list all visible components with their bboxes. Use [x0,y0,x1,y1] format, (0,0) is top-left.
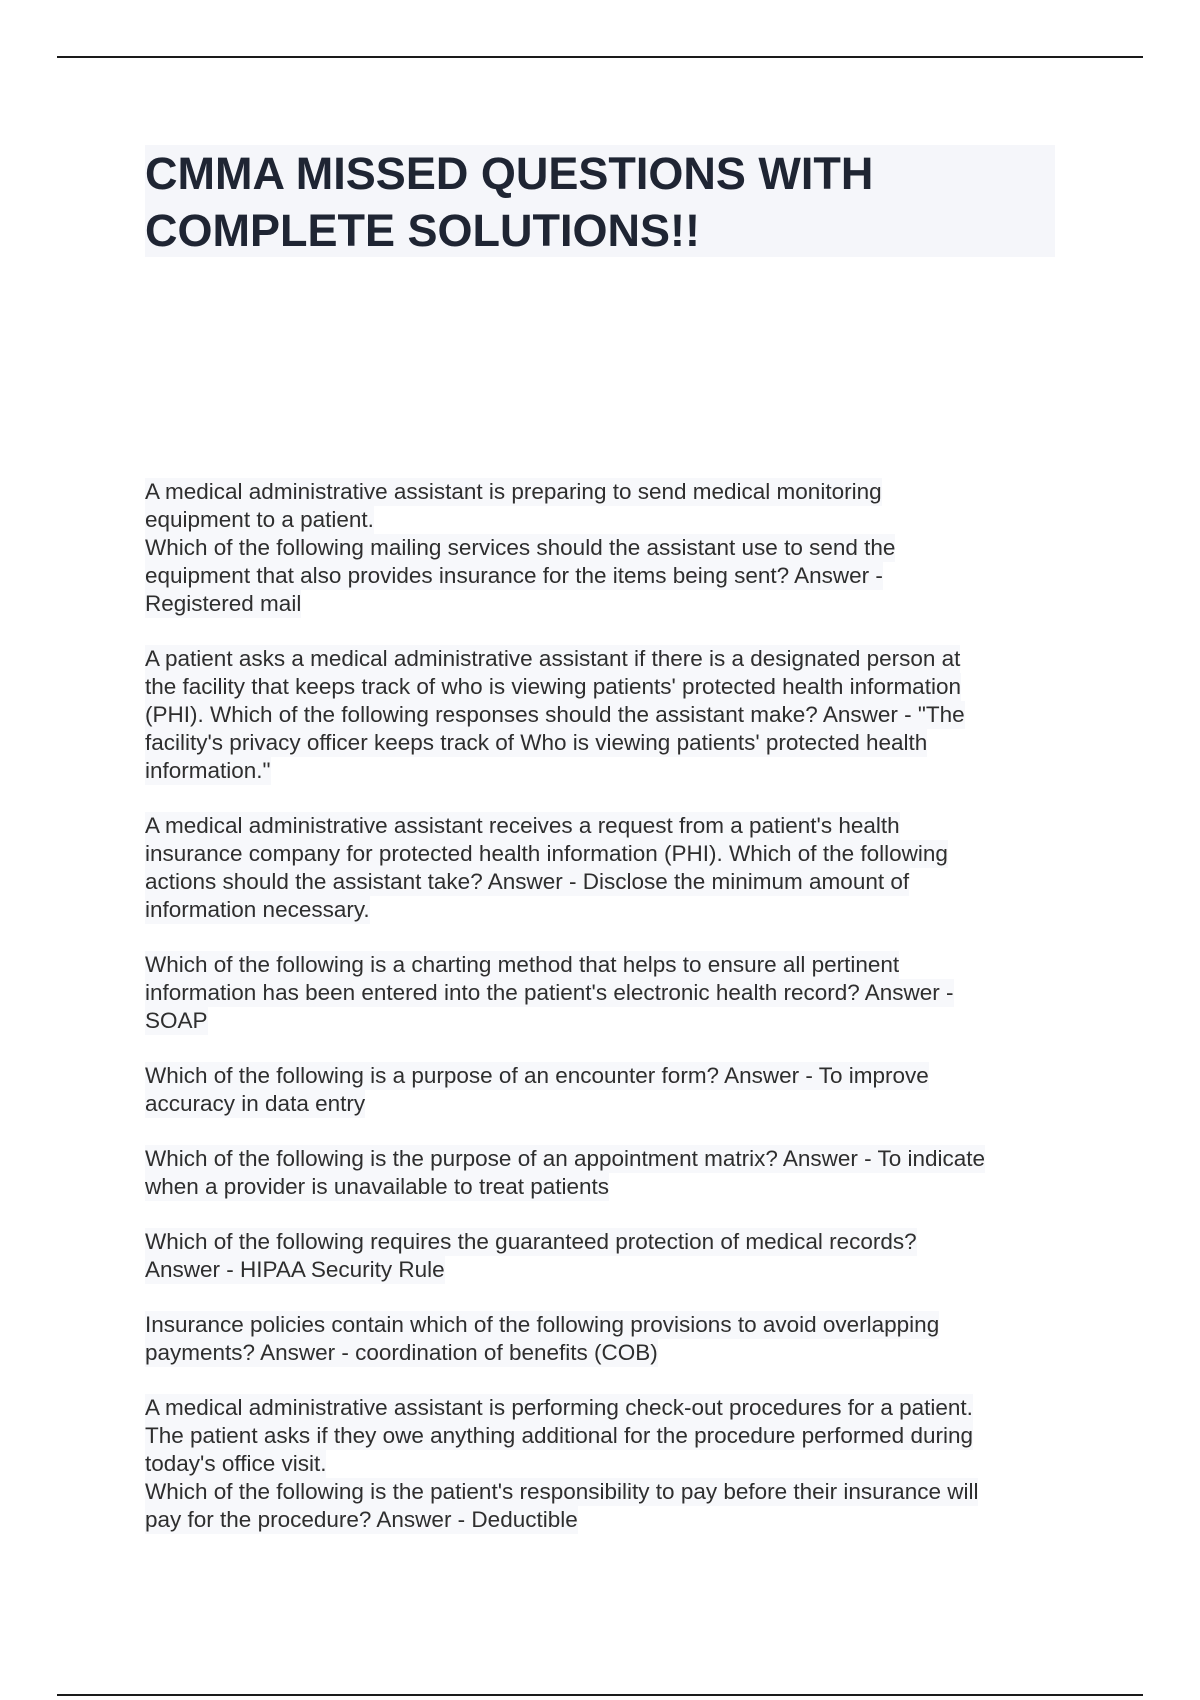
page-title: CMMA MISSED QUESTIONS WITH COMPLETE SOLUTIONS!! [145,148,874,256]
question-answer-list [145,478,1055,1561]
qa-text-line: equipment to a patient. [145,507,374,532]
bottom-divider [57,1694,1143,1696]
qa-text-line: pay for the procedure? Answer - Deductible [145,1507,578,1532]
qa-item [145,1145,1055,1201]
qa-text-line: Which of the following requires the guaranteed protection of medical records? [145,1229,917,1254]
qa-text-line: A medical administrative assistant is preparing to send medical monitoring [145,479,882,504]
qa-text-line: information." [145,758,271,783]
qa-text-line: Which of the following is the purpose of an appointment matrix? Answer - To indicate [145,1146,986,1171]
qa-text-line: Which of the following is the patient's responsibility to pay before their insurance will [145,1479,979,1504]
qa-text-line: accuracy in data entry [145,1091,366,1116]
qa-item [145,645,1055,785]
qa-text-line: A medical administrative assistant receives a request from a patient's health [145,813,900,838]
qa-item [145,951,1055,1035]
title-banner [145,145,1055,257]
qa-text-line: the facility that keeps track of who is viewing patients' protected health information [145,674,961,699]
qa-text-line: Which of the following is a purpose of an encounter form? Answer - To improve [145,1063,929,1088]
qa-text-line: today's office visit. [145,1451,327,1476]
qa-item [145,1394,1055,1534]
qa-text-line: SOAP [145,1008,208,1033]
qa-item [145,478,1055,618]
qa-text-line: facility's privacy officer keeps track of Who is viewing patients' protected health [145,730,928,755]
qa-text-line: when a provider is unavailable to treat patients [145,1174,610,1199]
top-divider [57,56,1143,58]
qa-text-line: Which of the following mailing services should the assistant use to send the [145,535,896,560]
qa-item [145,1062,1055,1118]
qa-text-line: Which of the following is a charting method that helps to ensure all pertinent [145,952,900,977]
qa-text-line: Insurance policies contain which of the following provisions to avoid overlapping [145,1312,940,1337]
qa-text-line: Registered mail [145,591,302,616]
qa-text-line: The patient asks if they owe anything additional for the procedure performed during [145,1423,973,1448]
qa-text-line: actions should the assistant take? Answer - Disclose the minimum amount of [145,869,910,894]
qa-text-line: A patient asks a medical administrative assistant if there is a designated person at [145,646,961,671]
qa-item [145,812,1055,924]
qa-text-line: equipment that also provides insurance for the items being sent? Answer - [145,563,883,588]
qa-item [145,1311,1055,1367]
qa-text-line: payments? Answer - coordination of benefits (COB) [145,1340,658,1365]
qa-text-line: insurance company for protected health information (PHI). Which of the following [145,841,948,866]
qa-item [145,1228,1055,1284]
qa-text-line: (PHI). Which of the following responses should the assistant make? Answer - "The [145,702,965,727]
qa-text-line: information has been entered into the patient's electronic health record? Answer - [145,980,954,1005]
qa-text-line: A medical administrative assistant is performing check-out procedures for a patient. [145,1395,973,1420]
qa-text-line: information necessary. [145,897,370,922]
qa-text-line: Answer - HIPAA Security Rule [145,1257,445,1282]
